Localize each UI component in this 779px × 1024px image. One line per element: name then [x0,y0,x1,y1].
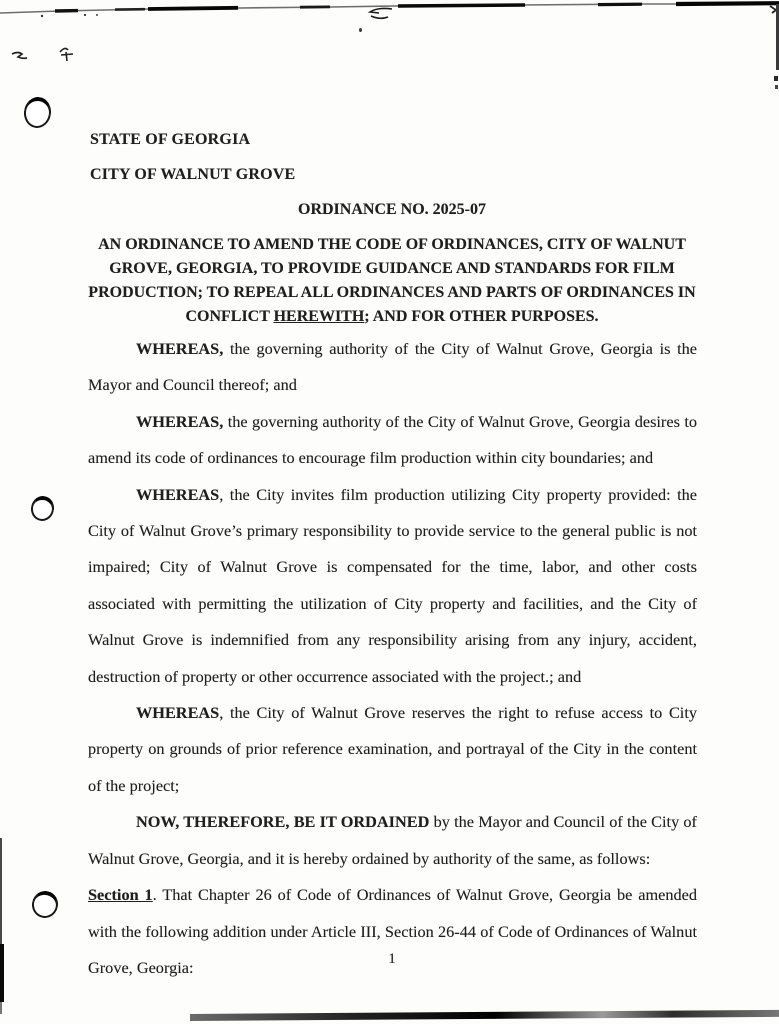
whereas-lead-4: WHEREAS [136,703,220,723]
section-1-lead: Section 1 [88,885,153,905]
ordinance-body [88,331,697,986]
enactment-text: by the Mayor and Council of the City of Walnut Grove, Georgia, and it is hereby ordained by authority of the same, as follows: [88,812,697,868]
section-1-paragraph [88,877,697,986]
scan-edge-artifact-top [0,0,779,40]
section-1-text: . That Chapter 26 of Code of Ordinances of Walnut Grove, Georgia be amended with the following addition under Article III, Section 26-44 of Code of Ordinances of Walnut Grove, Georgia: [88,885,697,977]
whereas-paragraph-1 [88,331,697,404]
scan-edge-artifact-left-fade [0,1002,2,1014]
ordinance-title [83,233,701,329]
whereas-text-1: the governing authority of the City of Walnut Grove, Georgia is the Mayor and Council thereof; and [88,339,697,395]
whereas-text-4: , the City of Walnut Grove reserves the right to refuse access to City property on grounds of prior reference examination, and portrayal of the City in the content of the project; [88,703,697,795]
enactment-lead: NOW, THEREFORE, BE IT ORDAINED [136,812,430,832]
whereas-text-3: , the City invites film production utilizing City property provided: the City of Walnut Grove’s primary responsibility to provide service to the general public is not impaired; City of Walnut Grove is compensated for the time, labor, and other costs associated with permitting the utilization of City property and facilities, and the City of Walnut Grove is indemnified from any responsibility arising from any injury, accident, destruction of property or other occurrence associated with the project.; and [88,484,697,686]
scan-edge-artifact-left-dark [0,944,4,1002]
hole-punch-bottom [29,888,61,920]
enactment-paragraph [88,804,697,877]
ordinance-title-pre: AN ORDINANCE TO AMEND THE CODE OF ORDINANCES, CITY OF WALNUT GROVE, GEORGIA, TO PROVIDE GUIDANCE AND STANDARDS FOR FILM PRODUCTION; TO REPEAL ALL ORDINANCES AND PARTS OF ORDINANCES IN CONFLICT [88,236,696,325]
city-heading: CITY OF WALNUT GROVE [90,166,296,183]
whereas-lead-2: WHEREAS, [136,411,224,431]
scan-speck-right-1 [774,76,778,81]
scan-speck-right-2 [775,85,778,89]
scan-speck [359,28,362,32]
page-number: 1 [388,951,396,967]
whereas-lead-1: WHEREAS, [136,339,224,358]
ordinance-title-post: ; AND FOR OTHER PURPOSES. [364,308,599,325]
whereas-paragraph-3 [88,477,697,695]
whereas-text-2: the governing authority of the City of Walnut Grove, Georgia desires to amend its code of ordinances to encourage film production within city boundaries; and [88,411,697,468]
scan-edge-artifact-left [0,838,2,950]
ordinance-number: ORDINANCE NO. 2025-07 [298,201,486,218]
scan-edge-artifact-bottom [190,1010,779,1021]
handwritten-marks [8,40,94,70]
hole-punch-top [22,95,53,129]
whereas-lead-3: WHEREAS [136,484,220,504]
hole-punch-middle [29,494,57,523]
whereas-paragraph-2 [88,404,697,477]
state-heading: STATE OF GEORGIA [90,131,251,148]
ordinance-title-underlined: HEREWITH [273,308,365,325]
whereas-paragraph-4 [88,695,697,804]
